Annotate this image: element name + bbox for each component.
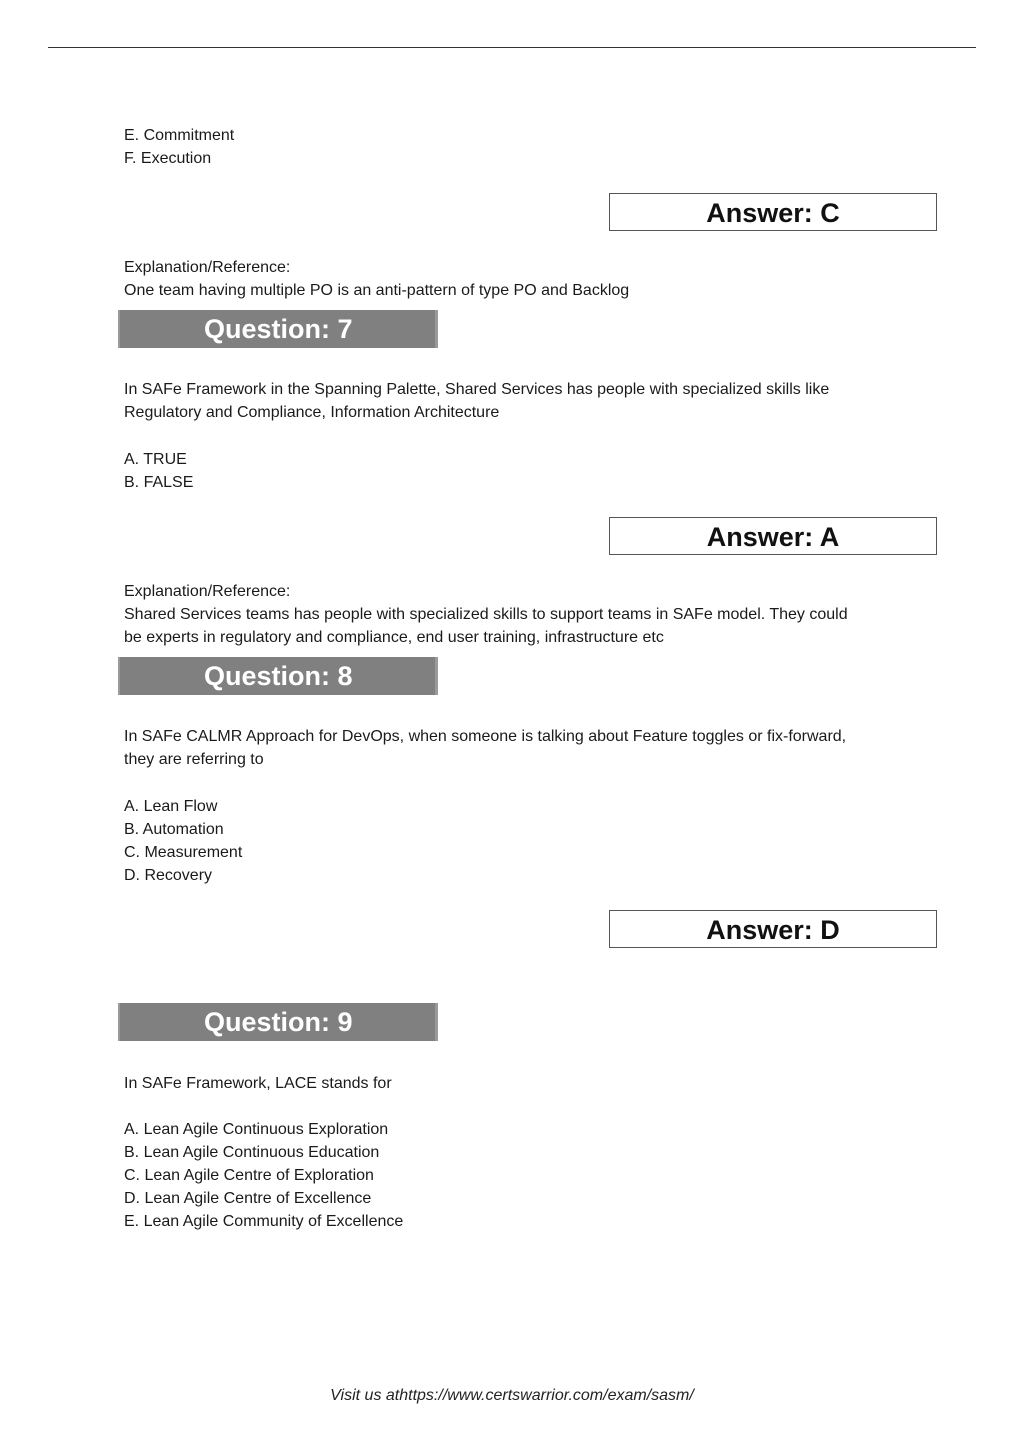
q7-heading: Question: 7 [118, 310, 438, 348]
q8-option-c: C. Measurement [124, 844, 243, 861]
q9-option-b: B. Lean Agile Continuous Education [124, 1144, 380, 1161]
q6-explanation-label: Explanation/Reference: [124, 259, 291, 276]
q7-text-line-1: In SAFe Framework in the Spanning Palette, Shared Services has people with specialized skills like [124, 381, 830, 398]
q8-answer-box: Answer: D [609, 910, 937, 948]
q7-text-line-2: Regulatory and Compliance, Information Architecture [124, 404, 500, 421]
q7-answer-box: Answer: A [609, 517, 937, 555]
q9-option-d: D. Lean Agile Centre of Excellence [124, 1190, 372, 1207]
q6-option-e: E. Commitment [124, 127, 235, 144]
q9-option-a: A. Lean Agile Continuous Exploration [124, 1121, 389, 1138]
q9-text-line-1: In SAFe Framework, LACE stands for [124, 1075, 392, 1092]
q8-option-b: B. Automation [124, 821, 224, 838]
footer-link-text: Visit us athttps://www.certswarrior.com/exam/sasm/ [330, 1387, 694, 1404]
q6-answer-box: Answer: C [609, 193, 937, 231]
header-rule [48, 47, 976, 48]
q9-heading: Question: 9 [118, 1003, 438, 1041]
q8-text-line-1: In SAFe CALMR Approach for DevOps, when someone is talking about Feature toggles or fix-forward, [124, 728, 847, 745]
q6-option-f: F. Execution [124, 150, 212, 167]
q7-explanation-line-2: be experts in regulatory and compliance, end user training, infrastructure etc [124, 629, 664, 646]
q7-option-a: A. TRUE [124, 451, 187, 468]
q6-explanation-text: One team having multiple PO is an anti-pattern of type PO and Backlog [124, 282, 630, 299]
q8-option-a: A. Lean Flow [124, 798, 218, 815]
q8-heading: Question: 8 [118, 657, 438, 695]
q7-option-b: B. FALSE [124, 474, 194, 491]
q9-option-c: C. Lean Agile Centre of Exploration [124, 1167, 374, 1184]
q8-text-line-2: they are referring to [124, 751, 264, 768]
q9-option-e: E. Lean Agile Community of Excellence [124, 1213, 404, 1230]
q8-option-d: D. Recovery [124, 867, 213, 884]
q7-explanation-label: Explanation/Reference: [124, 583, 291, 600]
q7-explanation-line-1: Shared Services teams has people with specialized skills to support teams in SAFe model. They could [124, 606, 848, 623]
